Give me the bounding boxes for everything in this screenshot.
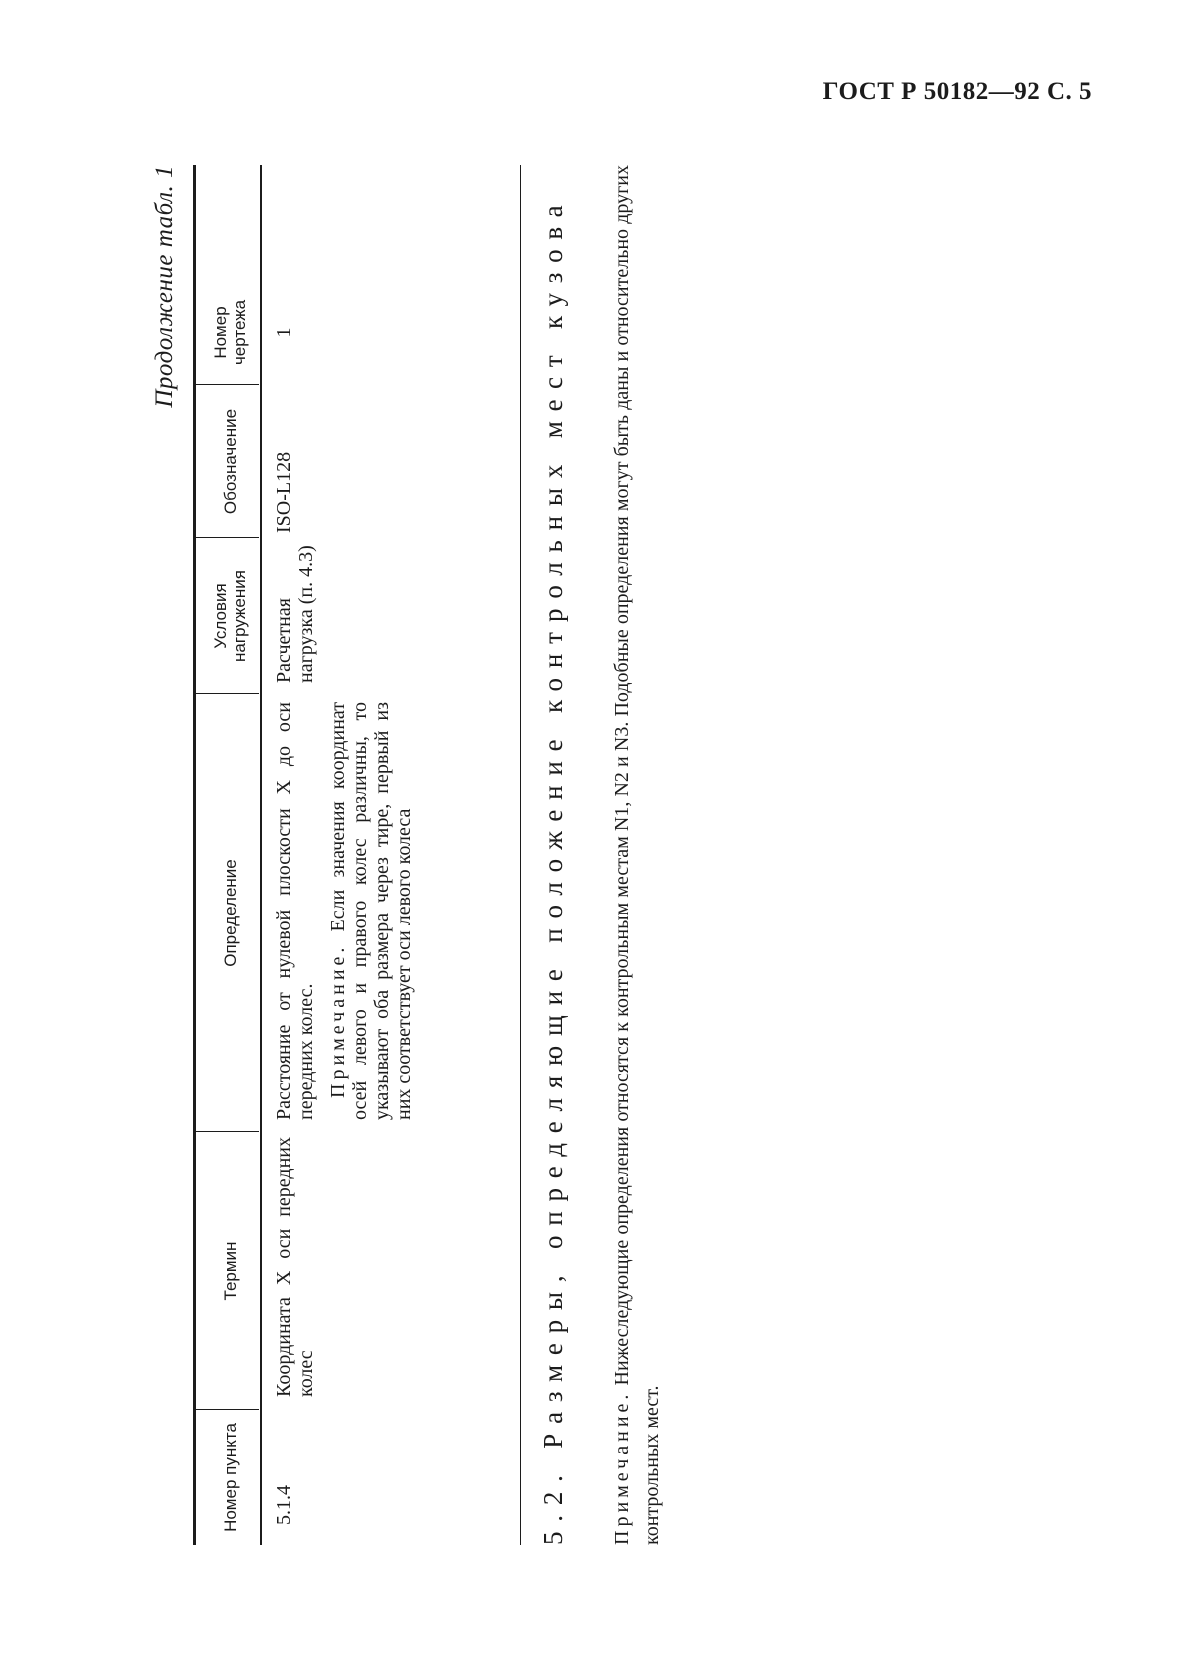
table-top-rule <box>193 165 196 1545</box>
cell-load-conditions: Расчетная нагрузка (п. 4.3) <box>273 545 317 683</box>
definition-note-text: Если значения координат осей левого и правого колес различны, то указывают оба размера через тире, первый из них соответствует оси левого колеса <box>327 702 415 1120</box>
col-header-term: Термин <box>220 1241 240 1301</box>
note-text: Нижеследующие определения относятся к контрольным местам N1, N2 и N3. Подобные определения могут быть даны и относительно других контрольных мест. <box>611 164 663 1545</box>
cell-item-no: 5.1.4 <box>273 1485 295 1525</box>
section-title: Размеры, определяющие положение контрольных мест кузова <box>538 195 568 1449</box>
definition-note-label: Примечание. <box>327 943 349 1098</box>
cell-drawing-no: 1 <box>273 327 295 338</box>
cell-definition <box>273 702 415 1120</box>
table-continuation-label: Продолжение табл. 1 <box>151 165 178 408</box>
note-label: Примечание. <box>611 1390 633 1545</box>
cell-term: Координата X оси передних колес <box>273 1137 317 1397</box>
col-header-designation: Обозначение <box>220 408 240 515</box>
col-header-load-conditions: Условия нагружения <box>211 570 249 662</box>
section-heading <box>538 165 569 1545</box>
table-bottom-rule <box>520 165 521 1545</box>
col-header-item-no: Номер пункта <box>220 1423 240 1532</box>
section-number: 5.2. <box>538 1465 568 1545</box>
page-header: ГОСТ Р 50182—92 С. 5 <box>822 78 1092 105</box>
col-header-definition: Определение <box>220 859 240 967</box>
definition-note <box>327 702 415 1120</box>
definition-text: Расстояние от нулевой плоскости X до оси передних колес. <box>273 702 317 1120</box>
table-header-rule <box>260 165 262 1545</box>
section-note <box>607 165 667 1545</box>
rotated-content <box>145 165 705 1545</box>
col-header-drawing-no: Номер чертежа <box>211 299 249 366</box>
cell-designation: ISO-L128 <box>273 451 295 533</box>
